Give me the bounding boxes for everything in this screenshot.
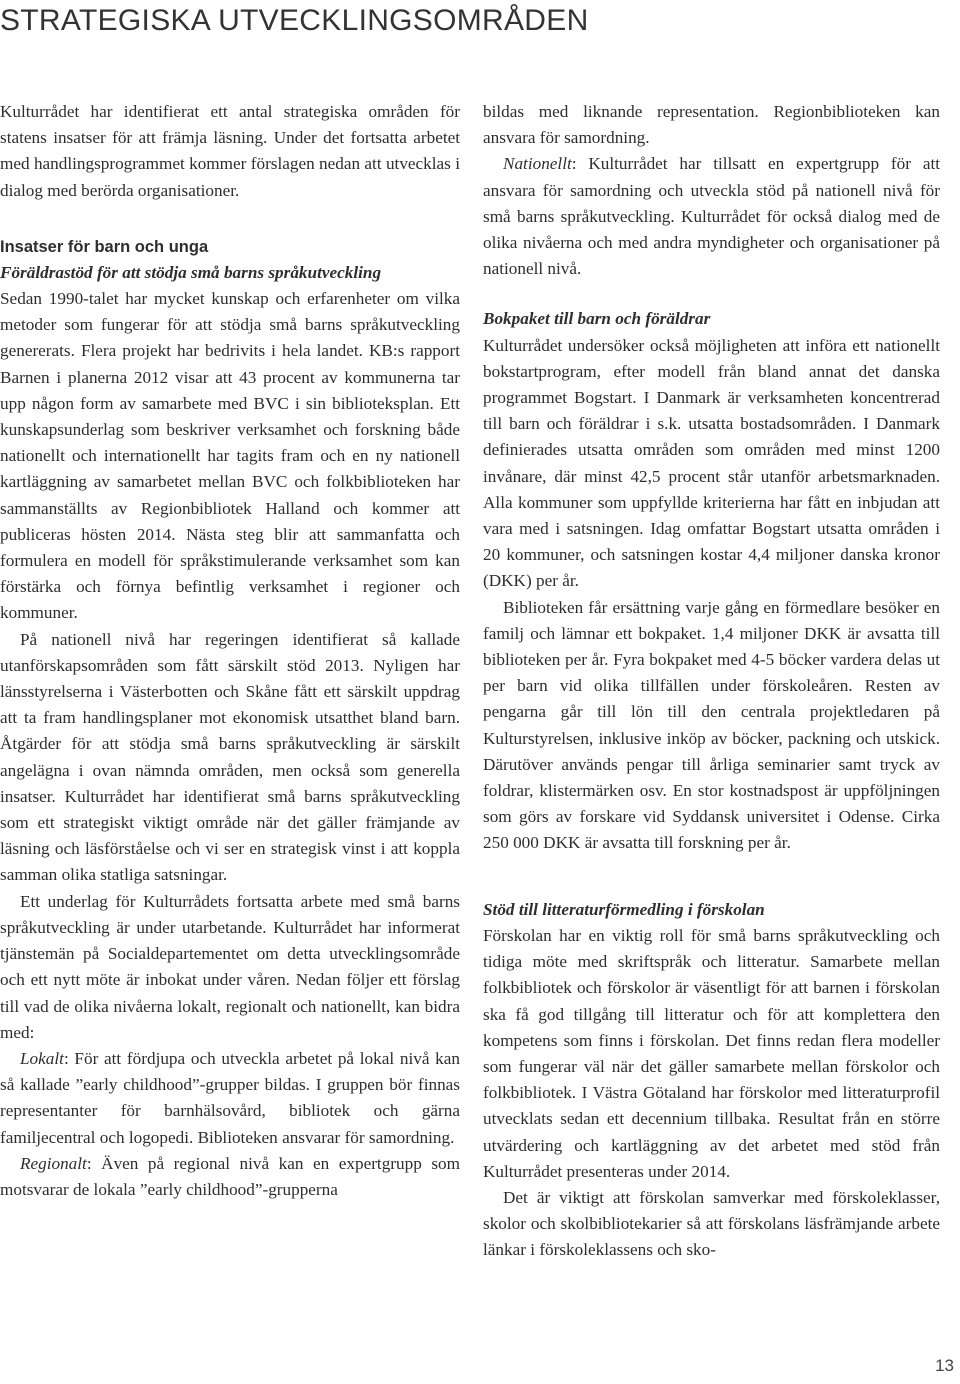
- regionalt-text: : Även på regional nivå kan en expertgrupp som motsvarar de lokala ”early childhood”-grupperna: [0, 1153, 460, 1199]
- paragraph: Det är viktigt att förskolan samverkar med förskoleklasser, skolor och skolbibliotekarier så att förskolans läsfrämjande arbete länkar i förskoleklassens och sko-: [483, 1187, 940, 1260]
- forskolan-heading: Stöd till litteraturförmedling i förskolan: [483, 899, 765, 919]
- intro-paragraph: Kulturrådet har identifierat ett antal strategiska områden för statens insatser för att främja läsning. Under det fortsatta arbetet med handlingsprogrammet kommer förslagen nedan att utvecklas i dialog med berörda organisationer.: [0, 102, 460, 200]
- paragraph-lokalt: [0, 1046, 460, 1151]
- paragraph: Biblioteken får ersättning varje gång en förmedlare besöker en familj och lämnar ett bokpaket. 1,4 miljoner DKK är avsatta till biblioteken per år. Fyra bokpaket med 4-5 böcker vardera delas ut per barn vid olika tillfällen under förskoleåren. Resten av pengarna går till lön till den centrala projektledaren på Kulturstyrelsen, inklusive inköp av böcker, packning och utskick. Därutöver används pengar till årliga seminarier samt tryck av foldrar, klistermärken osv. En stor kostnadspost är uppföljningen som görs av forskare vid Syddansk universitet i Odense. Cirka 250 000 DKK är avsatta till forskning per år.: [483, 597, 940, 853]
- lokalt-text: : För att fördjupa och utveckla arbetet på lokal nivå kan så kallade ”early childhood”-grupper bildas. I gruppen bör finnas representanter för barnhälsovård, bibliotek och gärna familjecentral och logopedi. Biblioteken ansvarar för samordning.: [0, 1048, 460, 1147]
- right-column: [483, 99, 940, 1264]
- spacer: [0, 204, 460, 234]
- bokpaket-heading: Bokpaket till barn och föräldrar: [483, 309, 711, 329]
- nationellt-label: Nationellt: [503, 154, 572, 174]
- nationellt-text: : Kulturrådet har tillsatt en expertgrupp för att ansvara för samordning och utveckla stöd på nationell nivå för små barns språkutveckling. Kulturrådet för också dialog med de olika nivåerna och med andra myndigheter och organisationer på nationell nivå.: [483, 154, 940, 279]
- paragraph: Ett underlag för Kulturrådets fortsatta arbete med små barns språkutveckling är under utarbetande. Kulturrådet har informerat tjänstemän på Socialdepartementet om detta utvecklingsområde och ett nytt möte är inbokat under våren. Nedan följer ett förslag till vad de olika nivåerna lokalt, regionalt och nationellt, kan bidra med:: [0, 891, 460, 1042]
- left-column: [0, 99, 460, 1203]
- paragraph: Sedan 1990-talet har mycket kunskap och erfarenheter om vilka metoder som fungerar för att stödja små barns språkutveckling genererats. Flera projekt har bedrivits i hela landet. KB:s rapport Barnen i planerna 2012 visar att 43 procent av kommunerna tar upp någon form av samarbete med BVC i sin biblioteksplan. Ett kunskapsunderlag som beskriver verksamhet och forskning både nationellt och internationellt har tagits fram och en ny nationell kartläggning av samarbetet mellan BVC och folkbiblioteken har sammanställts av Regionbibliotek Halland och kommer att publiceras hösten 2014. Nästa steg blir att sammanfatta och formulera en modell för språkstimulerande verksamhet som kan förstärka och förnya befintlig verksamhet i regioner och kommuner.: [0, 289, 460, 623]
- lokalt-label: Lokalt: [20, 1048, 64, 1068]
- paragraph-regionalt: [0, 1151, 460, 1203]
- spacer: [483, 282, 940, 306]
- spacer: [483, 857, 940, 897]
- sub-heading: Föräldrastöd för att stödja små barns språkutveckling: [0, 262, 382, 282]
- regionalt-label: Regionalt: [20, 1153, 87, 1173]
- paragraph: bildas med liknande representation. Regionbiblioteken kan ansvara för samordning.: [483, 102, 940, 148]
- paragraph-nationellt: [483, 151, 940, 282]
- section-heading: Insatser för barn och unga: [0, 237, 209, 256]
- page-title: STRATEGISKA UTVECKLINGSOMRÅDEN: [0, 4, 589, 37]
- paragraph: Förskolan har en viktig roll för små barns språkutveckling och tidiga möte med skriftspråk och litteratur. Samarbete mellan folkbibliotek och förskolor är väsentligt för att barnen i förskolan ska få god tillgång till litteratur och för att komplettera den kompetens som finns i förskolan. Det finns redan flera modeller som fungerar väl när det gäller samarbete mellan förskolor och folkbibliotek. I Västra Götaland har förskolor med litteraturprofil utvecklats sedan ett decennium tillbaka. Resultat från en större utvärdering och kartläggning av det arbetet med stöd från Kulturrådet presenteras under 2014.: [483, 925, 940, 1181]
- page-number: 13: [935, 1356, 954, 1375]
- paragraph: På nationell nivå har regeringen identifierat så kallade utanförskapsområden som fått särskilt stöd 2013. Nyligen har länsstyrelserna i Västerbotten och Skåne fått ett särskilt uppdrag att ta fram handlingsplaner mot ekonomisk utsatthet bland barn. Åtgärder för att stödja små barns språkutveckling är särskilt angelägna i ovan nämnda områden, men också som generella insatser. Kulturrådet har identifierat små barns språkutveckling som ett strategiskt viktigt område när det gäller främjande av läsning och läsförståelse och vi ser en strategisk vinst i att koppla samman olika statliga satsningar.: [0, 629, 460, 885]
- paragraph: Kulturrådet undersöker också möjligheten att införa ett nationellt bokstartprogram, efter modell från bland annat det danska programmet Bogstart. I Danmark är verksamheten koncentrerad till barn och föräldrar i s.k. utsatta bostadsområden. I Danmark definierades utsatta områden som områden med minst 1200 invånare, där minst 42,5 procent står utanför arbetsmarknaden. Alla kommuner som uppfyllde kriterierna har fått en inbjudan att vara med i satsningen. Idag omfattar Bogstart utsatta områden i 20 kommuner, och satsningen kostar 4,4 miljoner danska kronor (DKK) per år.: [483, 335, 940, 591]
